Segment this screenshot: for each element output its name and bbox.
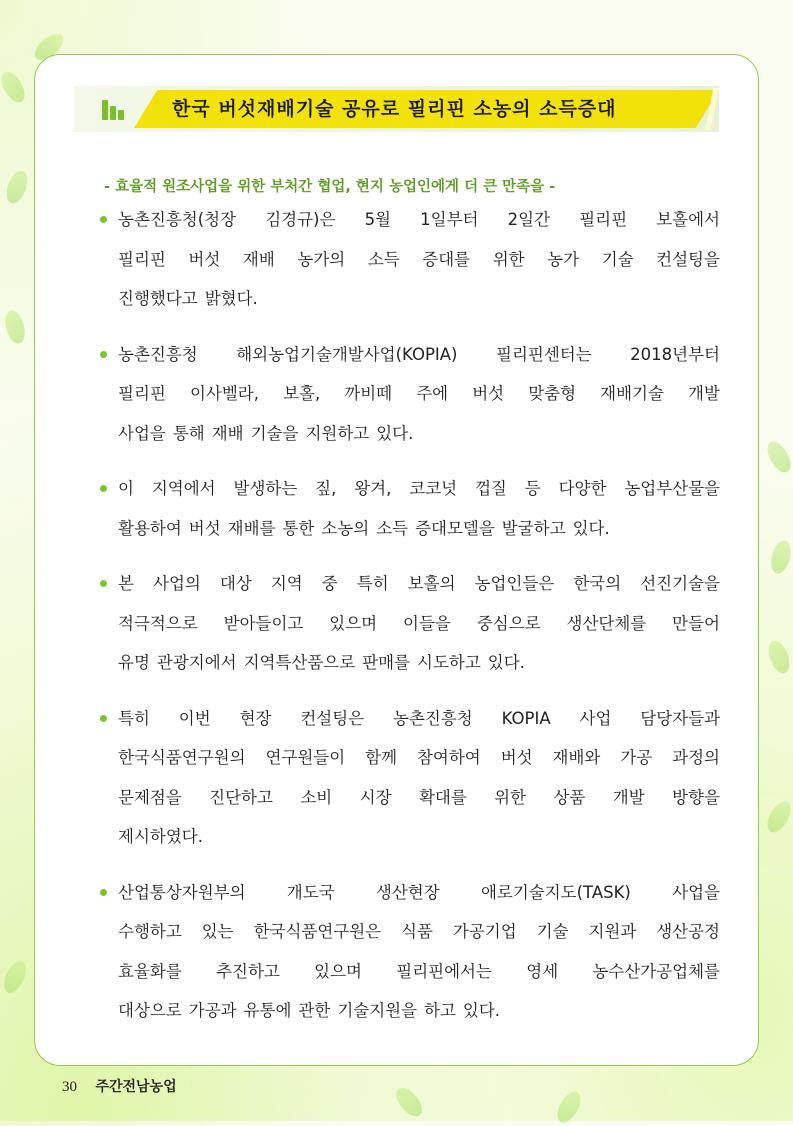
bullet-paragraph [100,569,720,688]
paragraph-line: 대상으로 가공과 유통에 관한 기술지원을 하고 있다. [118,1001,501,1020]
paragraph-line: 이 지역에서 발생하는 짚, 왕겨, 코코넛 껍질 등 다양한 농업부산물을 [118,479,720,498]
bullet-paragraph [100,205,720,324]
paragraph-line: 본 사업의 대상 지역 중 특히 보홀의 농업인들은 한국의 선진기술을 [118,574,720,593]
paragraph-line: 수행하고 있는 한국식품연구원은 식품 가공기업 기술 지원과 생산공정 [118,922,720,941]
leaf-decoration [765,638,793,676]
paragraph-line: 한국식품연구원의 연구원들이 함께 참여하여 버섯 재배와 가공 과정의 [118,748,720,767]
leaf-decoration [0,68,29,106]
bullet-dot-icon [100,485,107,492]
bullet-paragraph [100,704,720,862]
subtitle: - 효율적 원조사업을 위한 부처간 협업, 현지 농업인에게 더 큰 만족을 - [104,179,556,195]
bar-chart-icon [102,100,128,120]
paragraph-line: 유명 관광지에서 지역특산품으로 판매를 시도하고 있다. [118,653,525,672]
article-body [100,205,720,1052]
paragraph-line: 활용하여 버섯 재배를 통한 소농의 소득 증대모델을 발굴하고 있다. [118,518,610,538]
paragraph-line: 사업을 통해 재배 기술을 지원하고 있다. [118,423,414,443]
paragraph-line: 문제점을 진단하고 소비 시장 확대를 위한 상품 개발 방향을 [118,787,720,807]
bullet-dot-icon [100,216,107,223]
leaf-decoration [0,958,30,996]
publication-name: 주간전남농업 [95,1079,177,1095]
bullet-paragraph [100,878,720,1036]
bullet-dot-icon [100,715,107,722]
page-number: 30 [62,1079,77,1095]
paragraph-line: 농촌진흥청(청장 김경규)은 5월 1일부터 2일간 필리핀 보홀에서 [118,210,720,229]
page-title: 한국 버섯재배기술 공유로 필리핀 소농의 소득증대 [172,98,617,120]
leaf-decoration [553,1088,586,1126]
bullet-dot-icon [100,580,107,587]
paragraph-line: 특히 이번 현장 컨설팅은 농촌진흥청 KOPIA 사업 담당자들과 [118,708,720,728]
bullet-paragraph [100,474,720,553]
paragraph-line: 효율화를 추진하고 있으며 필리핀에서는 영세 농수산가공업체를 [118,961,720,981]
bullet-dot-icon [100,889,107,896]
paragraph-line: 산업통상자원부의 개도국 생산현장 애로기술지도(TASK) 사업을 [118,882,720,902]
paragraph-line: 적극적으로 받아들이고 있으며 이들을 중심으로 생산단체를 만들어 [118,613,720,633]
leaf-decoration [768,538,793,576]
bullet-dot-icon [100,351,107,358]
leaf-decoration [2,308,28,346]
leaf-decoration [763,438,793,476]
paragraph-line: 필리핀 이사벨라, 보홀, 까비떼 주에 버섯 맞춤형 재배기술 개발 [118,384,720,403]
paragraph-line: 제시하였다. [118,827,203,846]
paragraph-line: 필리핀 버섯 재배 농가의 소득 증대를 위한 농가 기술 컨설팅을 [118,249,720,269]
leaf-decoration [763,798,793,836]
paragraph-line: 농촌진흥청 해외농업기술개발사업(KOPIA) 필리핀센터는 2018년부터 [118,344,720,364]
bullet-paragraph [100,340,720,459]
leaf-decoration [3,168,32,206]
page-footer [62,1076,177,1096]
paragraph-line: 진행했다고 밝혔다. [118,289,258,308]
leaf-decoration [391,1083,427,1121]
